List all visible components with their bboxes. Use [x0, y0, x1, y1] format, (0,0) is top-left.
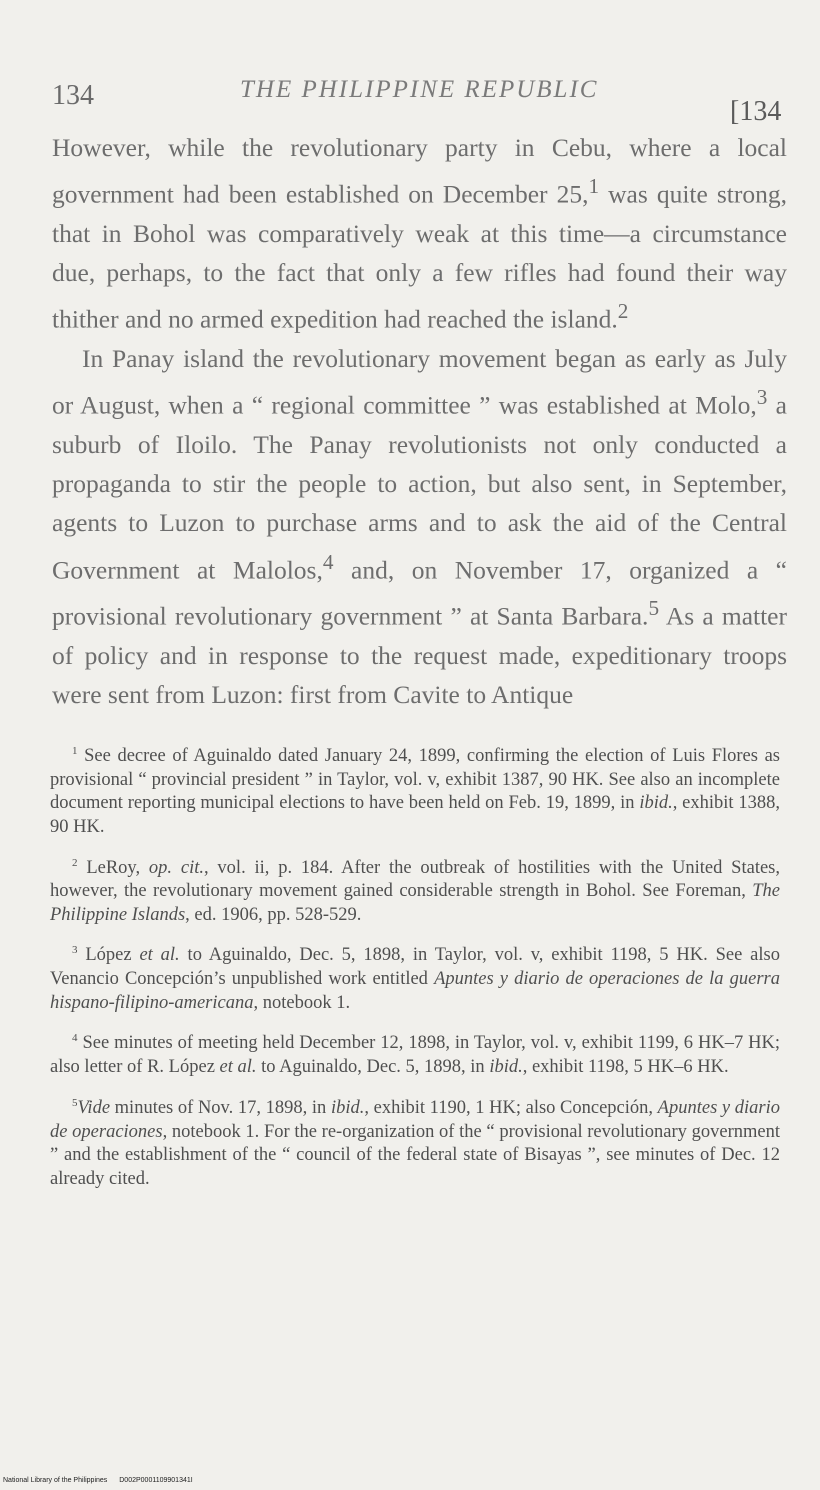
footnote-3-title: Apuntes y diario de operaciones de la guerra hispano-filipino-americana: [50, 969, 781, 1013]
footnote-ref-3: 3: [756, 385, 768, 410]
footnote-3: [50, 939, 780, 1015]
page-header: [50, 68, 790, 128]
footnote-5-ibid: ibid.: [330, 1097, 365, 1118]
footnote-4-number: 4: [72, 1032, 78, 1045]
footnote-ref-1: 1: [588, 174, 600, 199]
footnote-1-text-a: See decree of Aguinaldo dated January 24, 1899, confirming the election of Luis Flores as provisional “ provincial president ” in Taylor, vol. v, exhibit 1387, 90 HK. See also an incomplete document reporting municipal elections to have been held on Feb. 19, 1899, in: [50, 746, 780, 814]
footnote-3-number: 3: [72, 944, 78, 957]
footnote-2: [50, 852, 780, 928]
footnote-4-ibid: ibid.: [489, 1057, 523, 1078]
footnote-5-number: 5: [72, 1096, 78, 1109]
footnote-2-text-a: LeRoy,: [77, 857, 149, 878]
scan-imprint: [3, 1477, 203, 1484]
footnote-3-text-a: López: [77, 945, 140, 966]
footnote-1: [50, 740, 780, 840]
footnote-ref-5: 5: [648, 596, 660, 621]
footnote-2-text-b: , vol. ii, p. 184. After the outbreak of hostilities with the United States, however, the revolutionary movement gained considerable strength in Bohol. See Foreman,: [50, 857, 780, 902]
footnote-1-text-b: , exhibit 1388, 90 HK.: [50, 793, 780, 837]
footnote-4-text-c: , exhibit 1198, 5 HK–6 HK.: [522, 1057, 729, 1078]
footnote-4-text-b: to Aguinaldo, Dec. 5, 1898, in: [256, 1057, 490, 1078]
footnote-1-number: 1: [72, 745, 78, 757]
running-title: THE PHILIPPINE REPUBLIC: [240, 76, 599, 103]
footnote-5: [50, 1092, 780, 1192]
paragraph-panay: [52, 339, 787, 714]
imprint-code: D002P0001109901341I: [119, 1477, 193, 1484]
imprint-institution: National Library of the Philippines: [3, 1477, 108, 1484]
footnote-5-text-c: , notebook 1. For the re-organization of the “ provisional revolutionary government ” and the establishment of the “ council of the federal state of Bisayas ”, see minutes of Dec. 12 already cited.: [50, 1121, 780, 1189]
footnote-4-text-a: See minutes of meeting held December 12, 1898, in Taylor, vol. v, exhibit 1199, 6 HK–7 HK; also letter of R. López: [50, 1033, 780, 1078]
footnote-2-number: 2: [72, 856, 78, 869]
footnote-1-ibid: ibid.: [639, 793, 673, 814]
p2-text-c: and, on November 17, organized a “ provisional revolutionary government ” at Santa Barbara.: [52, 555, 787, 631]
footnote-5-title: Apuntes y diario de operaciones: [50, 1097, 780, 1142]
p1-text-a: However, while the revolutionary party in Cebu, where a local government had been established on December 25,: [52, 133, 787, 209]
body-text: [52, 128, 787, 714]
footnote-ref-2: 2: [617, 299, 629, 324]
page-number-right: [134: [730, 96, 782, 127]
paragraph-cebu-bohol: [52, 128, 787, 339]
p2-text-d: As a matter of policy and in response to the request made, expeditionary troops were sent from Luzon: first from Cavite to Antique: [52, 601, 787, 710]
footnote-2-title: The Philippine Islands: [50, 881, 780, 925]
footnote-5-vide: Vide: [77, 1097, 111, 1118]
footnote-2-text-c: , ed. 1906, pp. 528-529.: [185, 904, 362, 925]
p2-text-a: In Panay island the revolutionary movement began as early as July or August, when a “ regional committee ” was established at Molo,: [52, 344, 787, 420]
footnote-5-text-b: , exhibit 1190, 1 HK; also Concepción,: [364, 1097, 658, 1118]
footnote-4-etal: et al.: [219, 1057, 257, 1078]
footnote-ref-4: 4: [322, 549, 334, 574]
footnote-3-etal: et al.: [139, 945, 180, 966]
footnote-5-text-a: minutes of Nov. 17, 1898, in: [110, 1097, 331, 1118]
footnotes: [50, 740, 780, 1203]
footnote-2-opcit: op. cit.: [148, 857, 204, 878]
footnote-3-text-c: , notebook 1.: [253, 992, 351, 1013]
page-number-left: 134: [52, 80, 94, 111]
footnote-4: [50, 1027, 780, 1079]
footnote-3-text-b: to Aguinaldo, Dec. 5, 1898, in Taylor, vol. v, exhibit 1198, 5 HK. See also Venancio Concepción’s unpublished work entitled: [50, 945, 780, 990]
p1-text-b: was quite strong, that in Bohol was comparatively weak at this time—a circumstance due, perhaps, to the fact that only a few rifles had found their way thither and no armed expedition had reached the island.: [52, 179, 787, 334]
p2-text-b: a suburb of Iloilo. The Panay revolutionists not only conducted a propaganda to stir the people to action, but also sent, in September, agents to Luzon to purchase arms and to ask the aid of the Central Government at Malolos,: [52, 390, 787, 585]
